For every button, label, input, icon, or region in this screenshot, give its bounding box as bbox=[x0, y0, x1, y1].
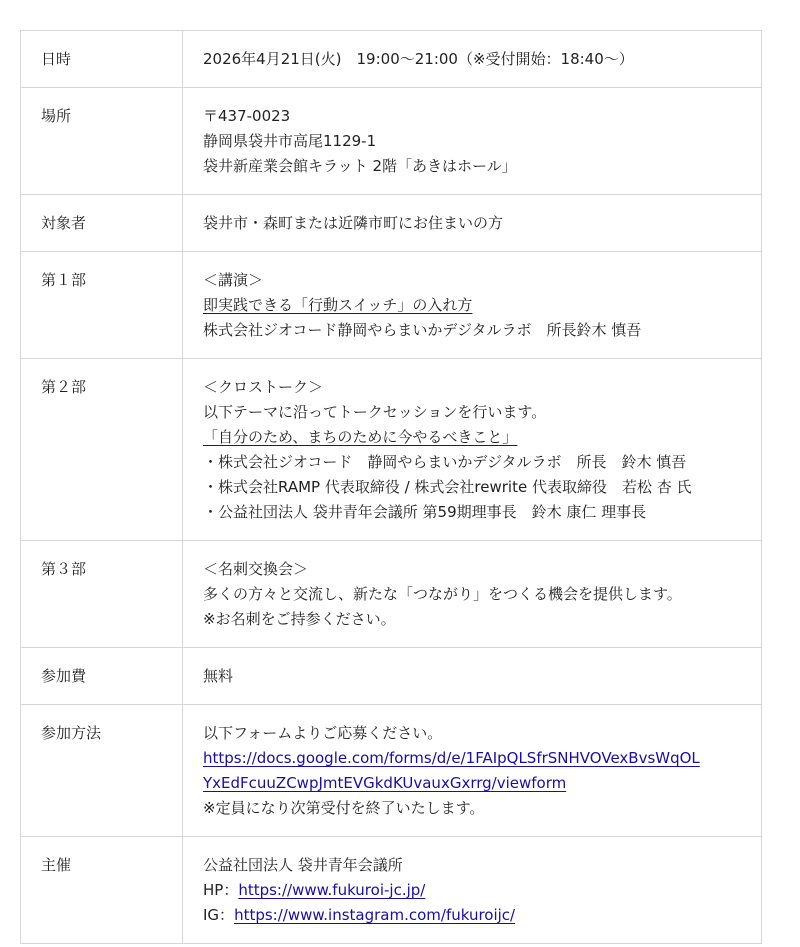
part2-theme: 「自分のため、まちのために今やるべきこと」 bbox=[203, 428, 518, 446]
panelist-item: ・公益社団法人 袋井青年会議所 第59期理事長 鈴木 康仁 理事長 bbox=[203, 503, 647, 521]
part2-intro: 以下テーマに沿ってトークセッションを行います。 bbox=[203, 403, 547, 421]
row-audience bbox=[21, 195, 762, 252]
value-organizer bbox=[183, 837, 762, 944]
part1-lecture-title: 即実践できる「行動スイッチ」の入れ方 bbox=[203, 296, 473, 314]
value-method bbox=[183, 705, 762, 837]
ig-prefix: IG： bbox=[203, 906, 235, 924]
part2-heading: ＜クロストーク＞ bbox=[203, 378, 324, 396]
value-part1 bbox=[183, 252, 762, 359]
method-note: ※定員になり次第受付を終了いたします。 bbox=[203, 799, 485, 817]
instagram-link[interactable]: https://www.instagram.com/fukuroijc/ bbox=[234, 906, 516, 924]
fee-text: 無料 bbox=[203, 667, 234, 685]
row-part3 bbox=[21, 541, 762, 648]
row-datetime bbox=[21, 31, 762, 88]
audience-text: 袋井市・森町または近隣市町にお住まいの方 bbox=[203, 214, 504, 232]
part3-heading: ＜名刺交換会＞ bbox=[203, 560, 309, 578]
part1-speaker: 株式会社ジオコード静岡やらまいかデジタルラボ 所長鈴木 慎吾 bbox=[203, 321, 642, 339]
part3-note: ※お名刺をご持参ください。 bbox=[203, 610, 396, 628]
address: 静岡県袋井市高尾1129-1 bbox=[203, 132, 377, 150]
label-part3: 第３部 bbox=[21, 541, 183, 648]
row-organizer bbox=[21, 837, 762, 944]
label-part2: 第２部 bbox=[21, 359, 183, 541]
value-place bbox=[183, 88, 762, 195]
row-part1 bbox=[21, 252, 762, 359]
part3-description: 多くの方々と交流し、新たな「つながり」をつくる機会を提供します。 bbox=[203, 585, 682, 603]
row-method bbox=[21, 705, 762, 837]
venue-name: 袋井新産業会館キラット 2階「あきはホール」 bbox=[203, 157, 517, 175]
application-form-link[interactable]: https://docs.google.com/forms/d/e/1FAIpQLSfrSNHVOVexBvsWqOL bbox=[203, 749, 700, 767]
row-fee bbox=[21, 648, 762, 705]
datetime-text: 2026年4月21日(火) 19:00〜21:00（※受付開始：18:40〜） bbox=[203, 50, 634, 68]
method-intro: 以下フォームよりご応募ください。 bbox=[203, 724, 443, 742]
label-place: 場所 bbox=[21, 88, 183, 195]
label-method: 参加方法 bbox=[21, 705, 183, 837]
label-datetime: 日時 bbox=[21, 31, 183, 88]
value-datetime bbox=[183, 31, 762, 88]
label-organizer: 主催 bbox=[21, 837, 183, 944]
value-part3 bbox=[183, 541, 762, 648]
postal-code: 〒437-0023 bbox=[203, 107, 291, 125]
application-form-link-continued[interactable]: YxEdFcuuZCwpJmtEVGkdKUvauxGxrrg/viewform bbox=[203, 774, 567, 792]
organizer-name: 公益社団法人 袋井青年会議所 bbox=[203, 856, 403, 874]
part1-heading: ＜講演＞ bbox=[203, 271, 264, 289]
value-fee bbox=[183, 648, 762, 705]
label-audience: 対象者 bbox=[21, 195, 183, 252]
row-part2 bbox=[21, 359, 762, 541]
value-part2 bbox=[183, 359, 762, 541]
event-info-table bbox=[20, 30, 762, 944]
panelist-item: ・株式会社RAMP 代表取締役 / 株式会社rewrite 代表取締役 若松 杏 氏 bbox=[203, 478, 692, 496]
label-fee: 参加費 bbox=[21, 648, 183, 705]
homepage-link[interactable]: https://www.fukuroi-jc.jp/ bbox=[238, 881, 426, 899]
label-part1: 第１部 bbox=[21, 252, 183, 359]
value-audience bbox=[183, 195, 762, 252]
hp-prefix: HP： bbox=[203, 881, 239, 899]
panelist-item: ・株式会社ジオコード 静岡やらまいかデジタルラボ 所長 鈴木 慎吾 bbox=[203, 453, 687, 471]
row-place bbox=[21, 88, 762, 195]
